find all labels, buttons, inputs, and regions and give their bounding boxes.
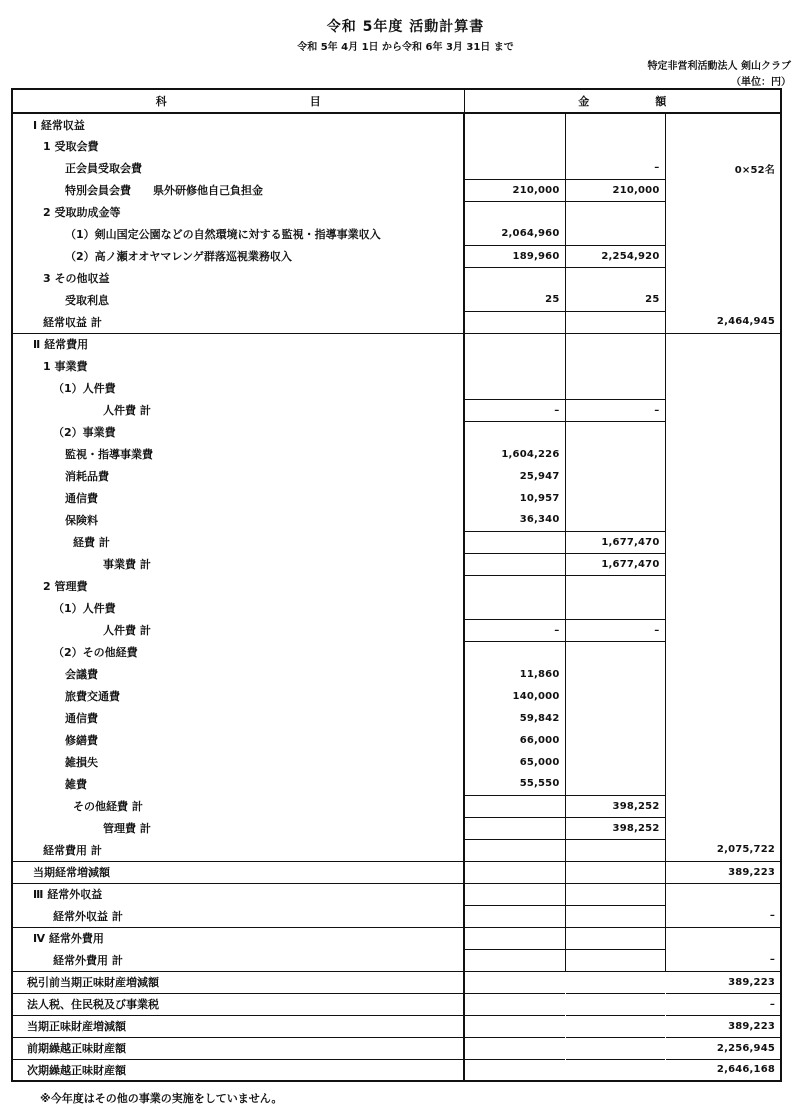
row-label: Ⅳ 経常外費用: [12, 927, 464, 949]
amount-c2: [565, 597, 665, 619]
amount-c1: [464, 113, 565, 135]
amount-c2: –: [565, 399, 665, 421]
amount-c1: 25: [464, 289, 565, 311]
amount-c3: 0×52名: [665, 157, 781, 179]
amount-c1: [464, 861, 565, 883]
table-row: [12, 1059, 781, 1081]
amount-c1: 59,842: [464, 707, 565, 729]
amount-header: 金 額: [464, 89, 781, 113]
row-label: 通信費: [65, 492, 98, 505]
table-row: [12, 487, 781, 509]
amount-c2: [565, 971, 665, 993]
amount-c1: [464, 1059, 565, 1081]
amount-c1: [464, 839, 565, 861]
table-row: [12, 311, 781, 333]
amount-c1: 65,000: [464, 751, 565, 773]
row-label: 2 管理費: [43, 580, 88, 593]
amount-c2: 210,000: [565, 179, 665, 201]
currency-unit: （単位：円）: [731, 77, 791, 88]
amount-c2: [565, 773, 665, 795]
table-row: [12, 773, 781, 795]
amount-c2: [565, 751, 665, 773]
table-row: [12, 861, 781, 883]
amount-c1: 11,860: [464, 663, 565, 685]
table-row: [12, 553, 781, 575]
row-label: 次期繰越正味財産額: [12, 1059, 464, 1081]
amount-c3: –: [665, 905, 781, 927]
amount-c2: [565, 135, 665, 157]
amount-c1: –: [464, 619, 565, 641]
amount-c3: 2,256,945: [665, 1037, 781, 1059]
amount-c3: [665, 487, 781, 509]
table-row: [12, 509, 781, 531]
amount-c3: 389,223: [665, 971, 781, 993]
amount-c2: [565, 465, 665, 487]
amount-c1: 140,000: [464, 685, 565, 707]
amount-c1: 210,000: [464, 179, 565, 201]
amount-c1: [464, 421, 565, 443]
amount-c2: [565, 333, 665, 355]
table-row: [12, 993, 781, 1015]
row-label: 当期経常増減額: [12, 861, 464, 883]
table-row: [12, 157, 781, 179]
amount-c1: [464, 597, 565, 619]
row-label: 事業費 計: [103, 558, 151, 571]
row-label: Ⅰ 経常収益: [33, 118, 85, 132]
table-row: [12, 443, 781, 465]
amount-c1: [464, 971, 565, 993]
row-label: 3 その他収益: [43, 272, 110, 285]
amount-c2: [565, 267, 665, 289]
table-row: [12, 421, 781, 443]
amount-c1: [464, 883, 565, 905]
row-label: 人件費 計: [103, 624, 151, 637]
amount-c1: [464, 949, 565, 971]
row-label: 経常収益 計: [43, 315, 102, 329]
table-row: [12, 729, 781, 751]
amount-c3: [665, 619, 781, 641]
amount-c1: [464, 1015, 565, 1037]
amount-c3: [665, 399, 781, 421]
row-label: 経常費用 計: [43, 843, 102, 857]
amount-c2: [565, 487, 665, 509]
table-row: [12, 223, 781, 245]
amount-c3: [665, 729, 781, 751]
table-row: [12, 355, 781, 377]
amount-c3: 389,223: [665, 861, 781, 883]
table-row: [12, 135, 781, 157]
amount-c1: [464, 333, 565, 355]
amount-c3: 2,646,168: [665, 1059, 781, 1081]
amount-c1: [464, 531, 565, 553]
table-row: [12, 179, 781, 201]
amount-c2: [565, 663, 665, 685]
amount-c1: [464, 905, 565, 927]
table-row: [12, 663, 781, 685]
amount-c3: [665, 531, 781, 553]
amount-c3: [665, 685, 781, 707]
footnote: ※今年度はその他の事業の実施をしていません。: [40, 1092, 283, 1105]
amount-c2: [565, 509, 665, 531]
activity-statement-table: [11, 88, 782, 1082]
table-row: [12, 1037, 781, 1059]
subject-header: 科 目: [12, 89, 464, 113]
amount-c3: [665, 245, 781, 267]
amount-c3: [665, 355, 781, 377]
amount-c3: [665, 179, 781, 201]
amount-c1: [464, 135, 565, 157]
amount-c3: [665, 377, 781, 399]
row-label: （1）人件費: [53, 382, 116, 395]
amount-c2: [565, 223, 665, 245]
row-label: 税引前当期正味財産増減額: [12, 971, 464, 993]
amount-c1: [464, 311, 565, 333]
row-label: 受取利息: [65, 294, 109, 307]
amount-c2: [565, 861, 665, 883]
amount-c3: [665, 333, 781, 355]
amount-c3: [665, 509, 781, 531]
row-label: 雑費: [65, 778, 87, 791]
amount-c1: 10,957: [464, 487, 565, 509]
table-row: [12, 707, 781, 729]
amount-c3: [665, 663, 781, 685]
row-label: 正会員受取会費: [65, 162, 142, 175]
amount-c3: [665, 707, 781, 729]
amount-c2: 1,677,470: [565, 553, 665, 575]
amount-c1: [464, 641, 565, 663]
table-row: [12, 289, 781, 311]
amount-c2: [565, 421, 665, 443]
row-label: 法人税、住民税及び事業税: [12, 993, 464, 1015]
table-row: [12, 399, 781, 421]
amount-c1: [464, 201, 565, 223]
amount-c3: [665, 883, 781, 905]
amount-c3: [665, 113, 781, 135]
table-row: [12, 267, 781, 289]
amount-c1: [464, 927, 565, 949]
amount-c2: 398,252: [565, 795, 665, 817]
amount-c1: 36,340: [464, 509, 565, 531]
amount-c2: [565, 1059, 665, 1081]
document-title: 令和 5年度 活動計算書: [326, 19, 485, 35]
amount-c2: [565, 707, 665, 729]
table-row: [12, 1015, 781, 1037]
row-label: （1）剣山国定公園などの自然環境に対する監視・指導事業収入: [65, 228, 381, 241]
row-label: 経常外収益 計: [53, 909, 123, 923]
row-label: Ⅲ 経常外収益: [12, 883, 464, 905]
amount-c3: [665, 795, 781, 817]
amount-c1: 1,604,226: [464, 443, 565, 465]
row-label: 1 事業費: [43, 360, 88, 373]
table-row: [12, 619, 781, 641]
row-label: 保険料: [65, 514, 98, 527]
amount-c3: [665, 465, 781, 487]
table-row: [12, 839, 781, 861]
amount-c3: 2,075,722: [665, 839, 781, 861]
row-label: 消耗品費: [65, 470, 109, 483]
amount-c3: [665, 223, 781, 245]
amount-c2: [565, 311, 665, 333]
amount-c3: –: [665, 949, 781, 971]
table-row: [12, 113, 781, 135]
amount-c3: [665, 553, 781, 575]
table-row: [12, 949, 781, 971]
amount-c2: [565, 729, 665, 751]
row-label: 管理費 計: [103, 822, 151, 835]
amount-c1: [464, 575, 565, 597]
table-row: [12, 641, 781, 663]
row-label: （2）高ノ瀬オオヤマレンゲ群落巡視業務収入: [65, 250, 292, 263]
row-label: Ⅱ 経常費用: [12, 333, 464, 355]
table-row: [12, 905, 781, 927]
row-label: （1）人件費: [53, 602, 116, 615]
amount-c1: 2,064,960: [464, 223, 565, 245]
amount-c3: –: [665, 993, 781, 1015]
row-label: 経常外費用 計: [53, 953, 123, 967]
row-label: 2 受取助成金等: [43, 206, 121, 219]
table-row: [12, 597, 781, 619]
amount-c1: [464, 1037, 565, 1059]
amount-c3: [665, 575, 781, 597]
table-row: [12, 531, 781, 553]
amount-c3: [665, 135, 781, 157]
amount-c2: [565, 839, 665, 861]
organization-name: 特定非営利活動法人 剣山クラブ: [647, 61, 791, 72]
amount-c3: [665, 641, 781, 663]
row-label: （2）その他経費: [53, 646, 138, 659]
amount-c2: [565, 641, 665, 663]
table-row: [12, 245, 781, 267]
table-row: [12, 377, 781, 399]
amount-c3: [665, 443, 781, 465]
amount-c2: [565, 1037, 665, 1059]
amount-c2: –: [565, 157, 665, 179]
table-row: [12, 817, 781, 839]
amount-c2: [565, 113, 665, 135]
row-label: 修繕費: [65, 734, 98, 747]
amount-c2: [565, 377, 665, 399]
amount-c1: [464, 377, 565, 399]
amount-c1: 55,550: [464, 773, 565, 795]
row-label: 会議費: [65, 668, 98, 681]
amount-c3: [665, 201, 781, 223]
row-label: （2）事業費: [53, 426, 116, 439]
table-row: [12, 883, 781, 905]
amount-c3: [665, 289, 781, 311]
amount-c2: 25: [565, 289, 665, 311]
table-row: [12, 465, 781, 487]
amount-c2: 1,677,470: [565, 531, 665, 553]
amount-c1: 25,947: [464, 465, 565, 487]
amount-c2: [565, 355, 665, 377]
amount-c2: [565, 993, 665, 1015]
amount-c1: –: [464, 399, 565, 421]
table-row: [12, 971, 781, 993]
table-row: [12, 201, 781, 223]
amount-c1: [464, 267, 565, 289]
row-label: 前期繰越正味財産額: [12, 1037, 464, 1059]
amount-c3: 2,464,945: [665, 311, 781, 333]
amount-c2: [565, 1015, 665, 1037]
table-row: [12, 927, 781, 949]
amount-c2: [565, 883, 665, 905]
amount-c1: [464, 355, 565, 377]
amount-c3: [665, 773, 781, 795]
table-row: [12, 795, 781, 817]
table-row: [12, 751, 781, 773]
row-label: 監視・指導事業費: [65, 448, 153, 461]
row-label: 特別会員会費 県外研修他自己負担金: [65, 184, 263, 197]
amount-c2: [565, 685, 665, 707]
amount-c2: [565, 927, 665, 949]
row-label: 当期正味財産増減額: [12, 1015, 464, 1037]
row-label: 旅費交通費: [65, 690, 120, 703]
row-label: 通信費: [65, 712, 98, 725]
amount-c1: [464, 993, 565, 1015]
amount-c2: [565, 575, 665, 597]
amount-c2: [565, 905, 665, 927]
table-row: [12, 685, 781, 707]
amount-c2: 398,252: [565, 817, 665, 839]
amount-c2: [565, 201, 665, 223]
amount-c2: –: [565, 619, 665, 641]
amount-c1: 66,000: [464, 729, 565, 751]
table-row: [12, 333, 781, 355]
amount-c3: [665, 751, 781, 773]
row-label: 人件費 計: [103, 404, 151, 417]
amount-c3: [665, 817, 781, 839]
amount-c3: [665, 597, 781, 619]
amount-c3: [665, 927, 781, 949]
amount-c1: [464, 795, 565, 817]
row-label: 経費 計: [73, 536, 110, 549]
amount-c1: 189,960: [464, 245, 565, 267]
amount-c3: 389,223: [665, 1015, 781, 1037]
table-row: [12, 575, 781, 597]
fiscal-period: 令和 5年 4月 1日 から令和 6年 3月 31日 まで: [297, 42, 514, 53]
amount-c3: [665, 267, 781, 289]
amount-c2: [565, 443, 665, 465]
amount-c1: [464, 817, 565, 839]
row-label: その他経費 計: [73, 800, 143, 813]
amount-c2: 2,254,920: [565, 245, 665, 267]
amount-c2: [565, 949, 665, 971]
row-label: 1 受取会費: [43, 140, 99, 153]
amount-c1: [464, 553, 565, 575]
amount-c1: [464, 157, 565, 179]
amount-c3: [665, 421, 781, 443]
row-label: 雑損失: [65, 756, 98, 769]
